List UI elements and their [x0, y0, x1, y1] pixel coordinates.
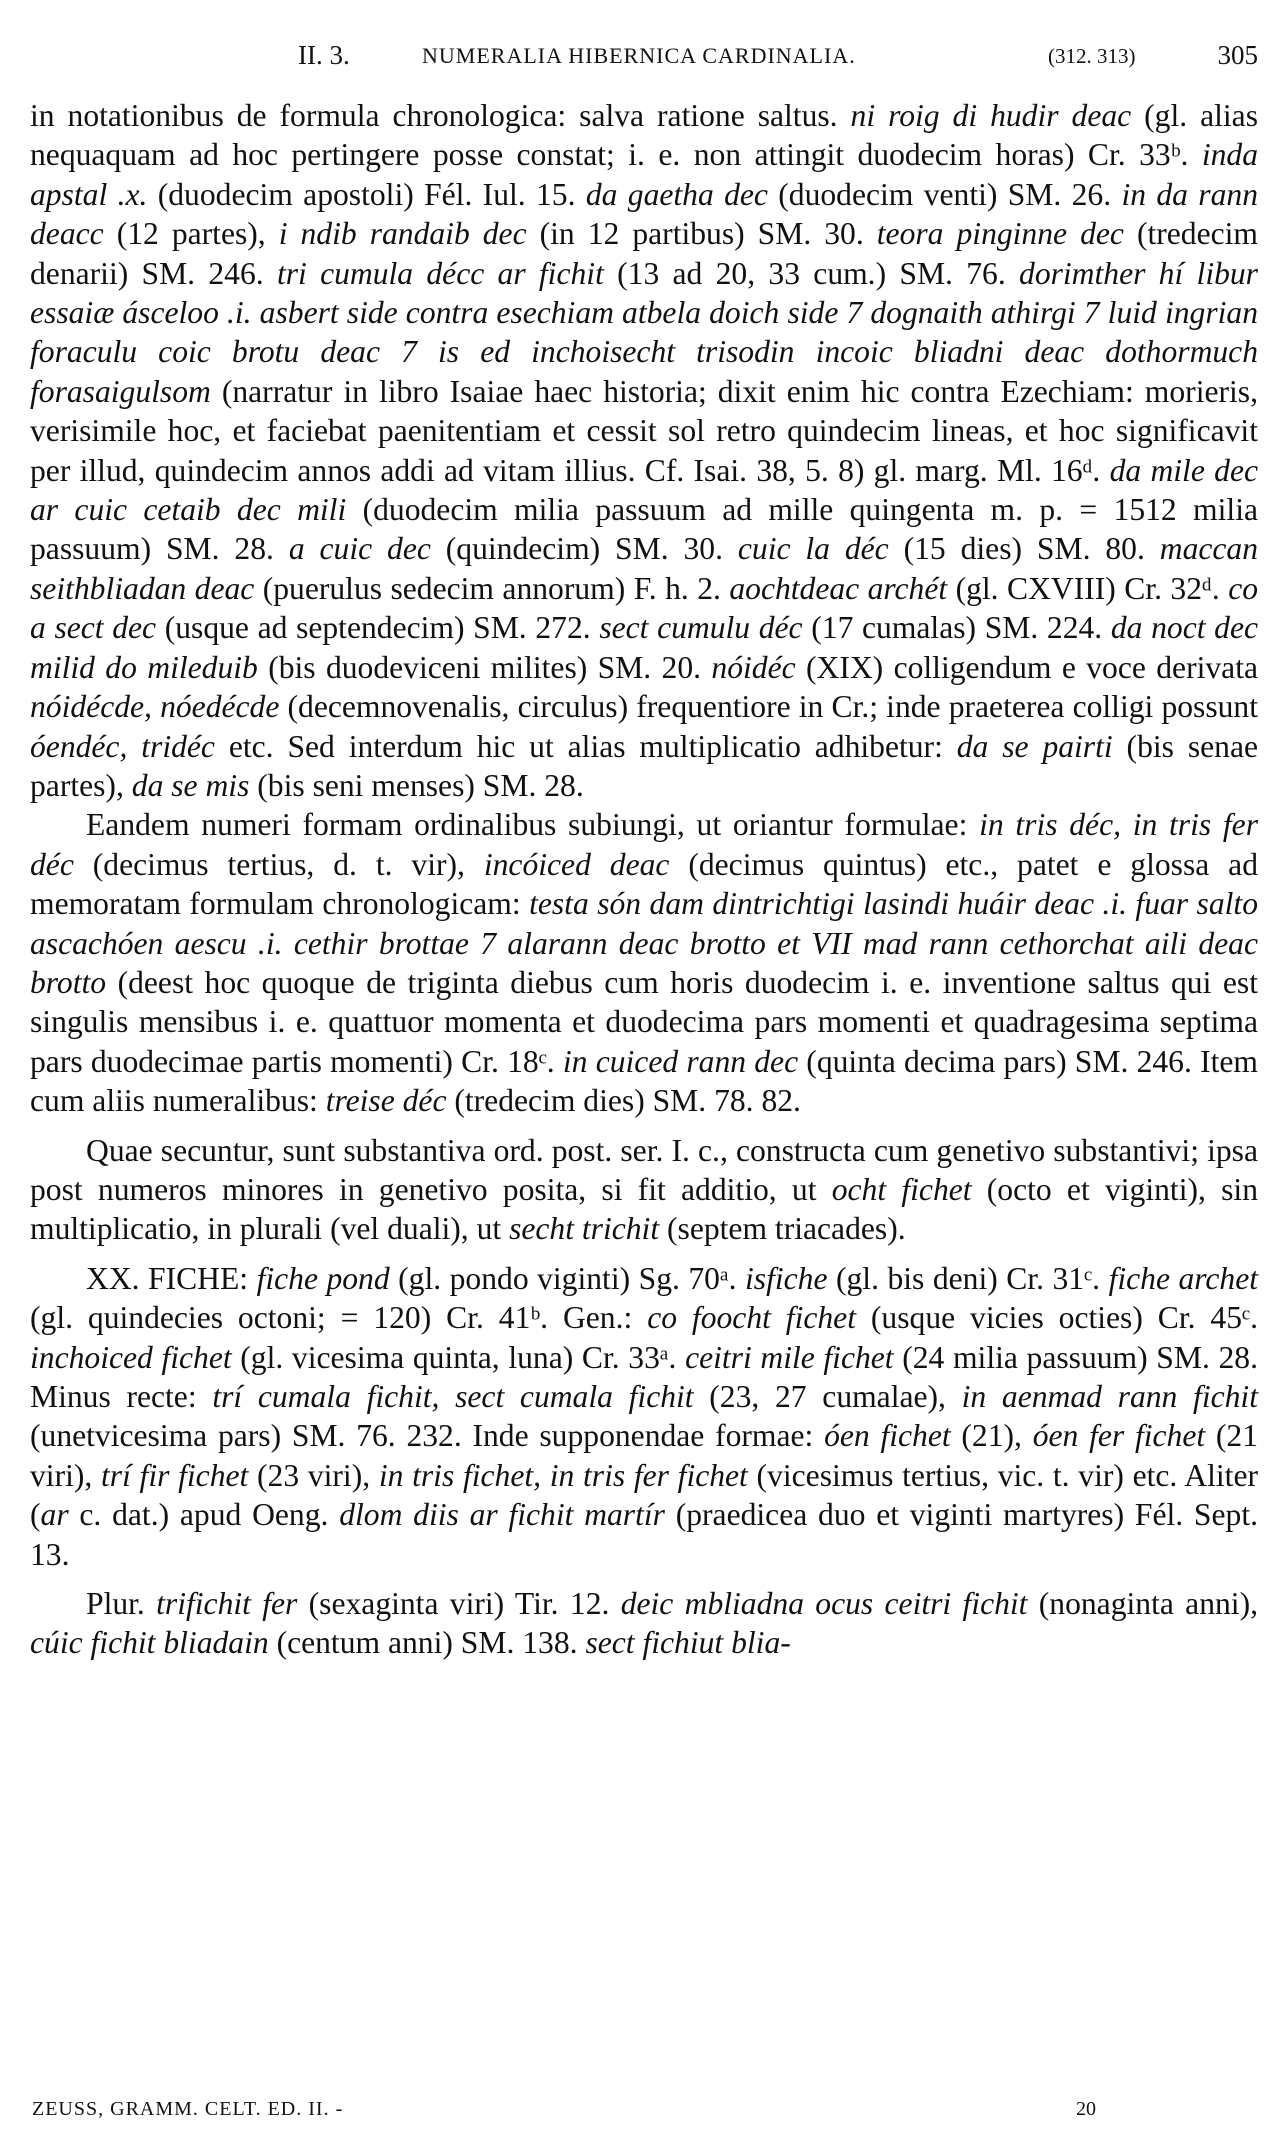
body-text [30, 96, 1258, 1663]
page-number: 305 [1217, 40, 1258, 70]
irish-form: óen fer fichet [1032, 1418, 1206, 1454]
irish-form: aochtdeac archét [729, 570, 948, 606]
irish-form: i ndib randaib dec [278, 216, 527, 252]
latin-text: (usque ad septendecim) SM. 272. [156, 610, 600, 646]
irish-form: da noct dec milid do mileduib [30, 610, 1258, 685]
latin-text: (decimus quintus) etc., patet e glossa ad memoratam formulam chronologicam: [30, 846, 1258, 922]
irish-form: a cuic dec [288, 531, 431, 567]
latin-text: (decemnovenalis, circulus) frequentiore in Cr.; inde praeterea colligi possunt [279, 689, 1258, 725]
irish-form: in cuiced rann dec [562, 1043, 799, 1079]
irish-form: in tris fichet, in tris fer fichet [378, 1457, 748, 1493]
latin-text: Plur. [86, 1586, 157, 1622]
latin-text: (quinta decima pars) SM. 246. Item cum aliis numeralibus: [30, 1043, 1258, 1119]
irish-form: incóiced deac [483, 846, 670, 882]
section-number: II. 3. [298, 40, 350, 70]
irish-form: sect fichiut blia- [585, 1625, 791, 1661]
irish-form: da gaetha dec [585, 176, 768, 212]
latin-text: (gl. alias nequaquam ad hoc pertingere posse constat; i. e. non attingit duodecim horas) Cr. 33ᵇ. [30, 98, 1258, 173]
irish-form: isfiche [745, 1260, 828, 1296]
column-reference: (312. 313) [1048, 44, 1136, 68]
irish-form: cúic fichit bliadain [30, 1625, 269, 1661]
latin-text: (13 ad 20, 33 cum.) SM. 76. [603, 255, 1020, 291]
latin-text: (gl. bis deni) Cr. 31ᶜ. [827, 1260, 1109, 1296]
latin-text: Quae secuntur, sunt substantiva ord. post. ser. I. c., constructa cum genetivo substantivi; ipsa post numeros minores in genetivo posita, si fit additio, ut [30, 1132, 1258, 1207]
irish-form: teora pinginne dec [876, 216, 1124, 252]
irish-form: deic mbliadna ocus ceitri fichit [620, 1586, 1028, 1622]
irish-form: cuic la déc [737, 531, 889, 567]
latin-text: (puerulus sedecim annorum) F. h. 2. [254, 570, 730, 606]
irish-form: co a sect dec [30, 570, 1259, 646]
paragraph-4 [30, 1259, 1258, 1574]
latin-text: (decimus tertius, d. t. vir), [73, 846, 484, 882]
paragraph-3 [30, 1131, 1258, 1249]
irish-form: sect cumulu déc [599, 610, 803, 646]
irish-form: treise déc [325, 1083, 447, 1119]
latin-text: (duodecim milia passuum ad mille quingenta m. p. = 1512 milia passuum) SM. 28. [30, 492, 1258, 567]
irish-form: dlom diis ar fichit martír [339, 1497, 665, 1533]
latin-text: etc. Sed interdum hic ut alias multiplicatio adhibetur: [214, 728, 957, 764]
irish-form: testa són dam dintrichtigi lasindi huáir deac .i. fuar salto ascachóen aescu .i. cethir brottae 7 alarann deac brotto et VII mad rann cethorchat aili deac brotto [30, 886, 1258, 1000]
irish-form: inda apstal .x. [30, 137, 1258, 212]
latin-text: (17 cumalas) SM. 224. [802, 610, 1111, 646]
irish-form: óen fichet [824, 1418, 951, 1454]
latin-text: Eandem numeri formam ordinalibus subiungi, ut oriantur formulae: [86, 807, 980, 843]
latin-text: (unetvicesima pars) SM. 76. 232. Inde supponendae formae: [30, 1418, 825, 1454]
latin-text: (23, 27 cumalae), [693, 1379, 962, 1414]
latin-text: in notationibus de formula chronologica: salva ratione saltus. [30, 98, 851, 133]
irish-form: secht trichit [509, 1211, 660, 1247]
latin-text: (praedicea duo et viginti martyres) Fél. Sept. 13. [30, 1497, 1258, 1572]
paragraph-2 [30, 805, 1258, 1120]
irish-form: óendéc, tridéc [30, 728, 215, 764]
irish-form: da se mis [131, 767, 250, 803]
latin-text: (bis duodeviceni milites) SM. 20. [257, 649, 712, 685]
latin-text: (sexaginta viri) Tir. 12. [297, 1586, 621, 1622]
irish-form: nóidéc [711, 649, 796, 685]
irish-form: in da rann deacc [30, 176, 1258, 252]
paragraph-1 [30, 96, 1258, 805]
latin-text: (vicesimus tertius, vic. t. vir) etc. Aliter ( [30, 1457, 1258, 1533]
irish-form: maccan seithbliadan deac [30, 531, 1259, 606]
latin-text: (deest hoc quoque de triginta diebus cum horis duodecim i. e. inventione saltus qui est singulis mensibus i. e. quattuor momenta et duodecima pars momenti et quadragesima septima pars duodecimae partis momenti) Cr. 18ᶜ. [30, 964, 1258, 1079]
latin-text: (gl. pondo viginti) Sg. 70ᵃ. [389, 1260, 746, 1296]
latin-text: (23 viri), [248, 1457, 379, 1493]
latin-text: (bis seni menses) SM. 28. [249, 767, 584, 803]
irish-form: trí cumala fichit, sect cumala fichit [212, 1379, 694, 1414]
latin-text: (gl. quindecies octoni; = 120) Cr. 41ᵇ. Gen.: [30, 1300, 648, 1336]
signature-mark: ZEUSS, GRAMM. CELT. ED. II. - [32, 2098, 344, 2120]
latin-text: (quindecim) SM. 30. [430, 531, 738, 567]
latin-text: (septem triacades). [659, 1211, 906, 1247]
latin-text: (octo et viginti), sin multiplicatio, in plurali (vel duali), ut [30, 1171, 1259, 1247]
running-title: NUMERALIA HIBERNICA CARDINALIA. [422, 43, 856, 68]
latin-text: (usque vicies octies) Cr. 45ᶜ. [856, 1300, 1259, 1336]
irish-form: ceitri mile fichet [685, 1339, 894, 1375]
irish-form: trifichit fer [156, 1586, 298, 1622]
irish-form: fiche pond [256, 1260, 390, 1296]
irish-form: in aenmad rann fichit [961, 1379, 1258, 1414]
irish-form: ocht fichet [831, 1171, 972, 1207]
latin-text: c. dat.) apud Oeng. [68, 1497, 340, 1533]
irish-form: ar [40, 1497, 69, 1533]
irish-form: da se pairti [956, 728, 1113, 764]
irish-form: tri cumula décc ar fichit [276, 255, 604, 291]
latin-text: (duodecim venti) SM. 26. [767, 176, 1122, 212]
latin-text: (narratur in libro Isaiae haec historia; dixit enim hic contra Ezechiam: morieris, verisimile hoc, et faciebat paenitentiam et cessit sol retro quindecim lineas, et hoc significavit per illud, quindecim annos addi ad vitam illius. Cf. Isai. 38, 5. 8) gl. marg. Ml. 16ᵈ. [30, 373, 1258, 488]
irish-form: fiche archet [1108, 1260, 1258, 1296]
latin-text: (bis senae partes), [30, 728, 1259, 803]
latin-text: (XIX) colligendum e voce derivata [795, 649, 1259, 685]
latin-text: (15 dies) SM. 80. [888, 531, 1160, 567]
latin-text: (duodecim apostoli) Fél. Iul. 15. [147, 176, 586, 212]
irish-form: ni roig di hudir deac [850, 98, 1132, 133]
latin-text: (centum anni) SM. 138. [268, 1625, 586, 1661]
page-footer [30, 2098, 1258, 2130]
running-header [30, 40, 1260, 80]
latin-text: (12 partes), [103, 216, 279, 252]
latin-text: (gl. CXVIII) Cr. 32ᵈ. [947, 570, 1229, 606]
irish-form: nóidécde, nóedécde [30, 689, 280, 725]
latin-text: (tredecim dies) SM. 78. 82. [446, 1083, 801, 1119]
latin-text: (gl. vicesima quinta, luna) Cr. 33ᵃ. [231, 1339, 686, 1375]
irish-form: inchoiced fichet [30, 1339, 232, 1375]
irish-form: da mile dec ar cuic cetaib dec mili [30, 452, 1258, 528]
gathering-number: 20 [1076, 2098, 1096, 2120]
latin-text: (in 12 partibus) SM. 30. [526, 216, 877, 252]
irish-form: in tris déc, in tris fer déc [30, 807, 1258, 882]
paragraph-5 [30, 1584, 1258, 1663]
irish-form: trí fir fichet [101, 1457, 249, 1493]
irish-form: dorimther hí libur essaiæ ásceloo .i. asbert side contra esechiam atbela doich side 7 dognaith athirgi 7 luid ingrian foraculu coic brotu deac 7 is ed inchoisecht trisodin incoic bliadni deac dothormuch forasaigulsom [30, 255, 1258, 409]
irish-form: co foocht fichet [647, 1300, 856, 1336]
latin-text: (nonaginta anni), [1027, 1586, 1258, 1622]
latin-text: (21 viri), [30, 1418, 1258, 1493]
latin-text: XX. FICHE: [86, 1260, 257, 1296]
latin-text: (21), [950, 1418, 1033, 1454]
latin-text: (24 milia passuum) SM. 28. Minus recte: [30, 1339, 1258, 1414]
latin-text: (tredecim denarii) SM. 246. [30, 216, 1258, 291]
